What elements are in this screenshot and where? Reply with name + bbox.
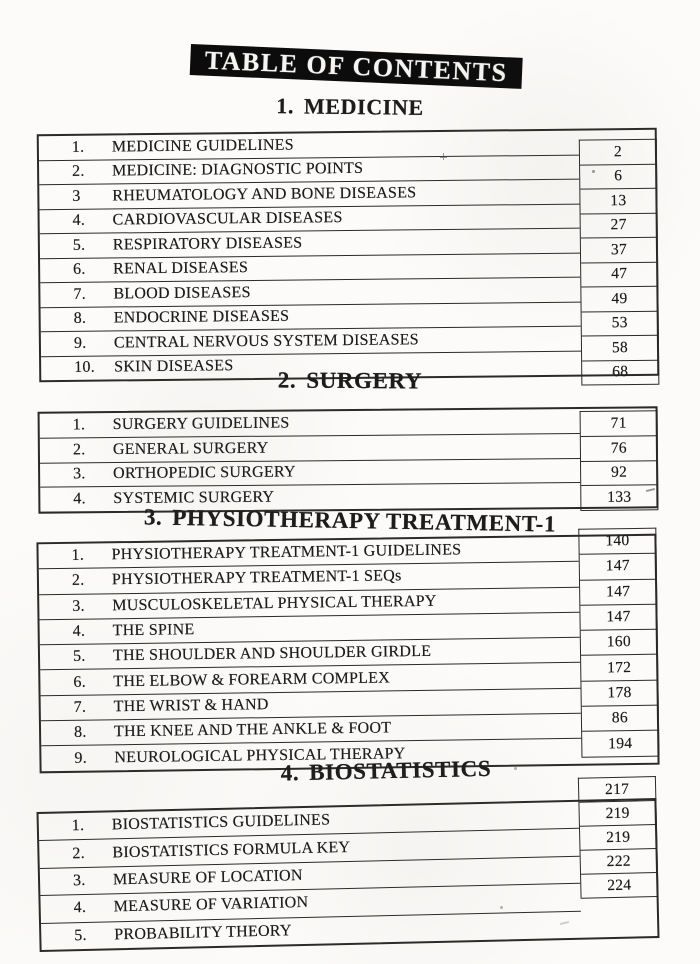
item-title: BLOOD DISEASES <box>113 283 251 303</box>
item-number: 2. <box>72 844 86 862</box>
item-number: 9. <box>74 749 88 767</box>
toc-table-medicine <box>37 128 660 382</box>
section-heading-surgery <box>0 366 700 397</box>
page-number: 2 <box>580 140 656 165</box>
item-number: 3 <box>72 187 81 205</box>
page-number: 219 <box>580 825 657 851</box>
section-title: PHYSIOTHERAPY TREATMENT-1 <box>172 504 557 537</box>
section-heading-medicine <box>0 90 700 125</box>
item-title: PHYSIOTHERAPY TREATMENT-1 GUIDELINES <box>111 541 462 564</box>
item-title: MEDICINE GUIDELINES <box>111 136 294 156</box>
item-title: ENDOCRINE DISEASES <box>113 307 290 327</box>
item-title: THE SPINE <box>112 621 195 640</box>
item-title: THE ELBOW & FOREARM COMPLEX <box>113 669 391 690</box>
item-title: RESPIRATORY DISEASES <box>112 234 303 254</box>
item-number: 10. <box>74 358 96 377</box>
item-number: 3. <box>73 465 86 483</box>
page-number: 37 <box>581 238 657 263</box>
item-number: 5. <box>74 926 87 944</box>
page-number: 147 <box>580 605 656 631</box>
item-number: 4. <box>73 490 86 508</box>
section-number: 2. <box>277 367 297 393</box>
page-number: 6 <box>580 164 656 189</box>
item-title: MEASURE OF VARIATION <box>113 894 309 916</box>
item-number: 7. <box>73 285 86 303</box>
item-title: BIOSTATISTICS FORMULA KEY <box>112 838 351 861</box>
title-banner <box>190 44 523 89</box>
page-number: 27 <box>581 213 657 238</box>
item-title: GENERAL SURGERY <box>112 439 269 458</box>
items-column <box>38 537 581 771</box>
toc-table-physiotherapy <box>36 534 659 773</box>
item-number: 5. <box>72 236 86 254</box>
page-number: 222 <box>581 849 658 875</box>
toc-table-biostatistics <box>36 780 659 952</box>
item-title: MEDICINE: DIAGNOSTIC POINTS <box>112 160 364 180</box>
items-column <box>39 802 582 950</box>
item-title: MUSCULOSKELETAL PHYSICAL THERAPY <box>112 592 437 615</box>
page-number: 68 <box>582 360 658 385</box>
item-title: NEUROLOGICAL PHYSICAL THERAPY <box>114 744 406 766</box>
item-title: THE WRIST & HAND <box>113 696 269 716</box>
toc-table-surgery <box>38 406 659 514</box>
item-number: 7. <box>73 698 87 716</box>
page-number: 76 <box>581 436 657 461</box>
section-number: 3. <box>143 504 163 530</box>
page-number-column <box>579 130 658 381</box>
page-number: 224 <box>581 873 658 899</box>
item-title: RENAL DISEASES <box>113 259 249 278</box>
page-number: 160 <box>581 630 657 656</box>
item-number: 6. <box>73 673 86 691</box>
items-column <box>39 131 582 381</box>
item-number: 3. <box>72 871 86 890</box>
item-number: 6. <box>73 260 86 279</box>
item-number: 8. <box>73 723 87 742</box>
page-number-column <box>578 780 657 938</box>
page-number: 194 <box>582 731 658 757</box>
page-number: 13 <box>580 189 656 214</box>
item-number: 1. <box>71 817 85 835</box>
page-number: 92 <box>581 461 657 486</box>
page-number: 140 <box>579 529 655 555</box>
page-number: 58 <box>582 336 658 361</box>
item-title: PHYSIOTHERAPY TREATMENT-1 SEQs <box>111 567 402 589</box>
item-number: 1. <box>72 416 86 434</box>
section-number: 4. <box>280 760 300 786</box>
item-number: 1. <box>71 546 85 564</box>
item-number: 5. <box>72 647 86 666</box>
page-number: 53 <box>582 311 658 336</box>
page-number: 147 <box>580 554 656 580</box>
page-title: TABLE OF CONTENTS <box>204 45 509 87</box>
item-number: 9. <box>73 334 87 352</box>
page-number: 219 <box>579 801 656 827</box>
item-number: 3. <box>72 597 85 615</box>
item-title: SURGERY GUIDELINES <box>112 414 290 433</box>
item-title: CENTRAL NERVOUS SYSTEM DISEASES <box>113 331 419 352</box>
item-title: SYSTEMIC SURGERY <box>113 488 275 508</box>
item-number: 2. <box>72 163 85 181</box>
page-number: 178 <box>581 680 657 706</box>
item-number: 4. <box>72 622 86 640</box>
item-title: ORTHOPEDIC SURGERY <box>113 463 296 483</box>
page-number: 86 <box>582 706 658 732</box>
item-title: THE SHOULDER AND SHOULDER GIRDLE <box>112 643 432 665</box>
page-number: 217 <box>579 777 656 803</box>
section-title: BIOSTATISTICS <box>308 755 492 785</box>
item-number: 2. <box>71 572 85 590</box>
item-title: MEASURE OF LOCATION <box>112 866 303 889</box>
page-number: 49 <box>581 287 657 312</box>
item-title: THE KNEE AND THE ANKLE & FOOT <box>113 719 392 741</box>
page-number: 133 <box>581 486 657 511</box>
item-number: 4. <box>73 899 87 917</box>
item-number: 2. <box>72 440 86 459</box>
item-title: PROBABILITY THEORY <box>114 922 292 944</box>
section-title: SURGERY <box>306 367 423 394</box>
item-number: 4. <box>72 212 86 230</box>
page-number: 47 <box>581 262 657 287</box>
page-number-column <box>578 532 657 764</box>
item-title: RHEUMATOLOGY AND BONE DISEASES <box>112 184 417 205</box>
page-number: 172 <box>581 655 657 681</box>
item-number: 1. <box>71 138 85 156</box>
items-column <box>40 409 581 512</box>
page-number: 71 <box>581 411 657 436</box>
item-title: CARDIOVASCULAR DISEASES <box>112 209 343 229</box>
page-number-column <box>580 408 657 507</box>
section-number: 1. <box>276 93 295 119</box>
item-title: SKIN DISEASES <box>114 357 234 376</box>
page-number: 147 <box>580 579 656 605</box>
item-number: 8. <box>73 309 87 328</box>
section-title: MEDICINE <box>303 93 424 120</box>
item-title: BIOSTATISTICS GUIDELINES <box>111 811 331 834</box>
